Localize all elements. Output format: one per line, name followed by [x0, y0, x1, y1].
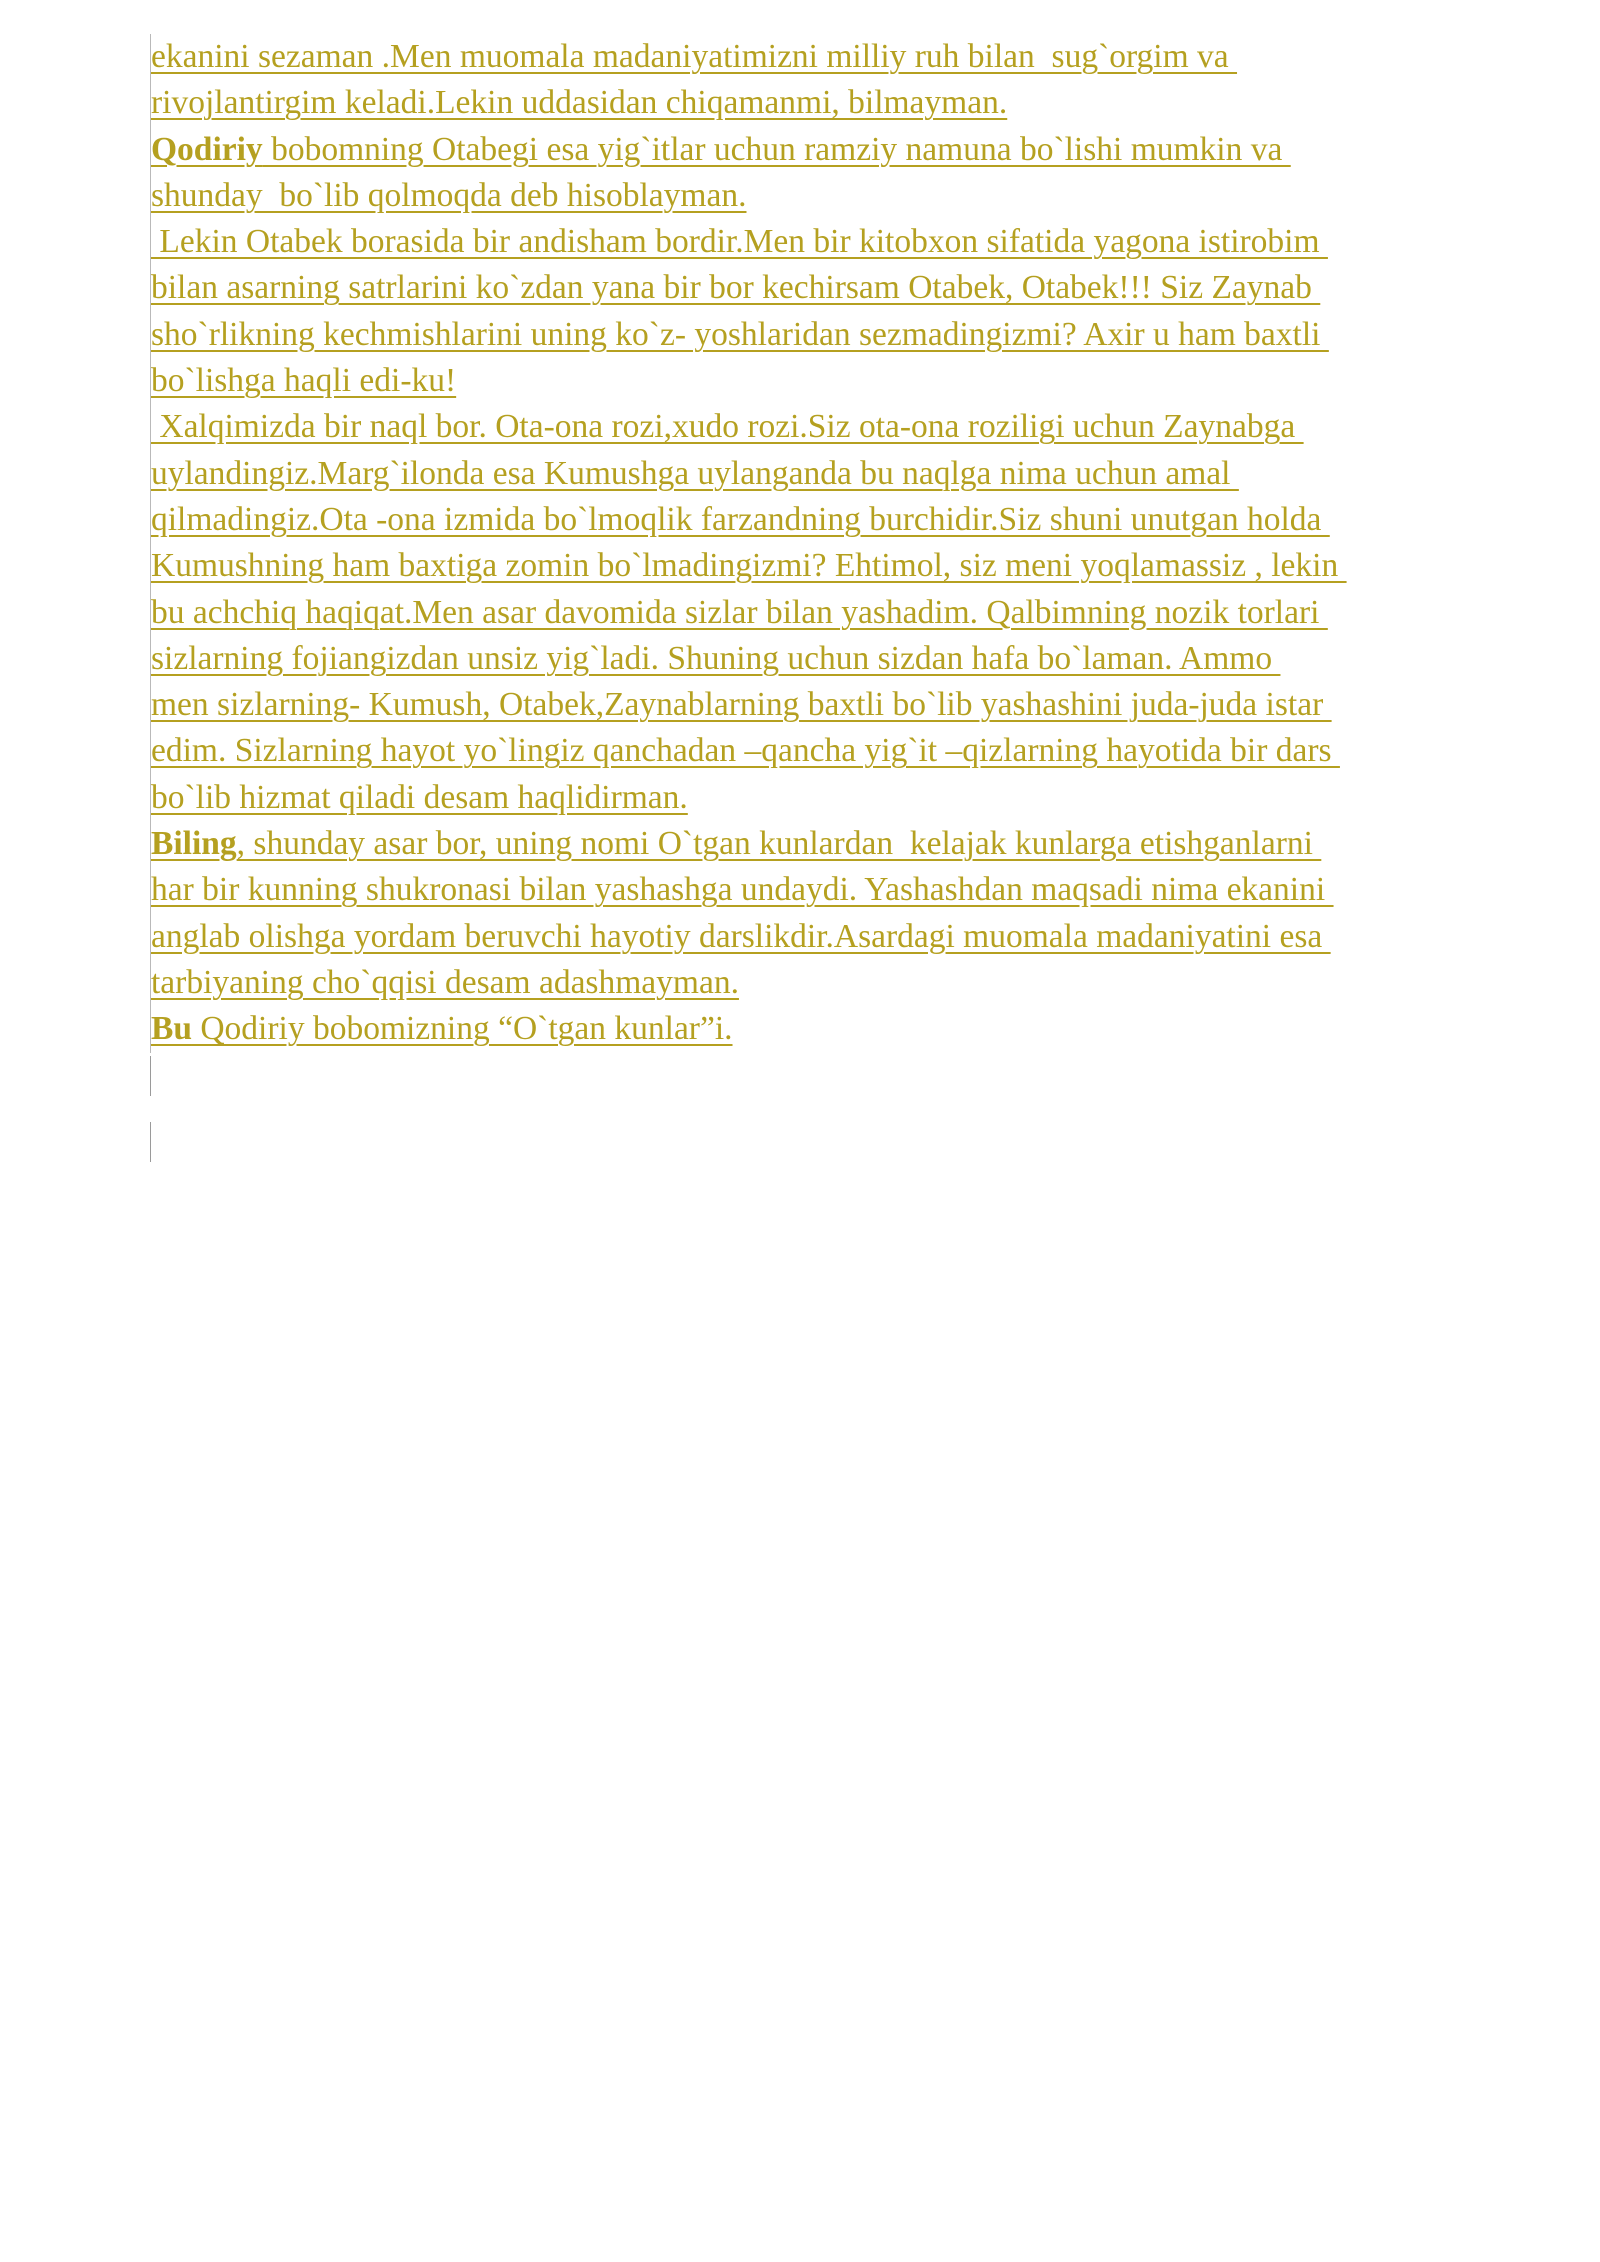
- line-text: edim. Sizlarning hayot yo`lingiz qanchadan –qancha yig`it –qizlarning hayotida bir dars: [151, 732, 1340, 770]
- line-text: shunday bo`lib qolmoqda deb hisoblayman.: [151, 176, 747, 214]
- text-line: [151, 404, 1491, 450]
- line-text: , shunday asar bor, uning nomi O`tgan kunlardan kelajak kunlarga etishganlarni: [236, 825, 1322, 863]
- line-text: bo`lishga haqli edi-ku!: [151, 362, 457, 400]
- line-text: anglab olishga yordam beruvchi hayotiy darslikdir.Asardagi muomala madaniyatini esa: [151, 917, 1331, 955]
- text-line: [151, 543, 1491, 589]
- line-text: Lekin Otabek borasida bir andisham bordir.Men bir kitobxon sifatida yagona istirobim: [151, 223, 1328, 261]
- text-line: [151, 358, 1491, 404]
- text-line: [151, 173, 1491, 219]
- text-line: [151, 682, 1491, 728]
- line-text: sho`rlikning kechmishlarini uning ko`z- yoshlaridan sezmadingizmi? Axir u ham baxtli: [151, 315, 1329, 353]
- text-line: [151, 914, 1491, 960]
- text-line: [151, 867, 1491, 913]
- text-line: [151, 960, 1491, 1006]
- line-text: bu achchiq haqiqat.Men asar davomida sizlar bilan yashadim. Qalbimning nozik torlari: [151, 593, 1328, 631]
- bold-word: Biling: [151, 825, 237, 863]
- line-text: tarbiyaning cho`qqisi desam adashmayman.: [151, 963, 739, 1001]
- text-line: [151, 497, 1491, 543]
- bold-word: Qodiriy: [151, 130, 263, 168]
- text-line: [151, 775, 1491, 821]
- line-text: Xalqimizda bir naql bor. Ota-ona rozi,xudo rozi.Siz ota-ona roziligi uchun Zaynabga: [151, 408, 1304, 446]
- line-text: Qodiriy bobomizning “O`tgan kunlar”i.: [191, 1010, 733, 1048]
- line-text: sizlarning fojiangizdan unsiz yig`ladi. Shuning uchun sizdan hafa bo`laman. Ammo: [151, 639, 1281, 677]
- text-line: [151, 636, 1491, 682]
- text-line: [151, 590, 1491, 636]
- text-line: [151, 1006, 1491, 1052]
- line-text: har bir kunning shukronasi bilan yashashga undaydi. Yashashdan maqsadi nima ekanini: [151, 871, 1334, 909]
- text-line: [151, 34, 1491, 80]
- text-line: [151, 312, 1491, 358]
- text-line: [151, 451, 1491, 497]
- text-line: [151, 821, 1491, 867]
- bold-word: Bu: [151, 1010, 192, 1048]
- line-text: bilan asarning satrlarini ko`zdan yana bir bor kechirsam Otabek, Otabek!!! Siz Zaynab: [151, 269, 1321, 307]
- text-line: [151, 728, 1491, 774]
- line-text: bobomning Otabegi esa yig`itlar uchun ramziy namuna bo`lishi mumkin va: [262, 130, 1291, 168]
- text-line: [151, 127, 1491, 173]
- empty-line-marker: [150, 1056, 151, 1096]
- line-text: bo`lib hizmat qiladi desam haqlidirman.: [151, 778, 688, 816]
- text-line: [151, 219, 1491, 265]
- line-text: rivojlantirgim keladi.Lekin uddasidan chiqamanmi, bilmayman.: [151, 84, 1008, 122]
- document-body[interactable]: [150, 34, 1491, 1053]
- line-text: ekanini sezaman .Men muomala madaniyatimizni milliy ruh bilan sug`orgim va: [151, 38, 1238, 75]
- line-text: men sizlarning- Kumush, Otabek,Zaynablarning baxtli bo`lib yashashini juda-juda istar: [151, 686, 1332, 724]
- line-text: uylandingiz.Marg`ilonda esa Kumushga uylanganda bu naqlga nima uchun amal: [151, 454, 1239, 492]
- line-text: qilmadingiz.Ota -ona izmida bo`lmoqlik farzandning burchidir.Siz shuni unutgan holda: [151, 500, 1330, 538]
- line-text: Kumushning ham baxtiga zomin bo`lmadingizmi? Ehtimol, siz meni yoqlamassiz , lekin: [151, 547, 1347, 585]
- empty-line-marker: [150, 1122, 151, 1162]
- text-line: [151, 80, 1491, 126]
- text-line: [151, 265, 1491, 311]
